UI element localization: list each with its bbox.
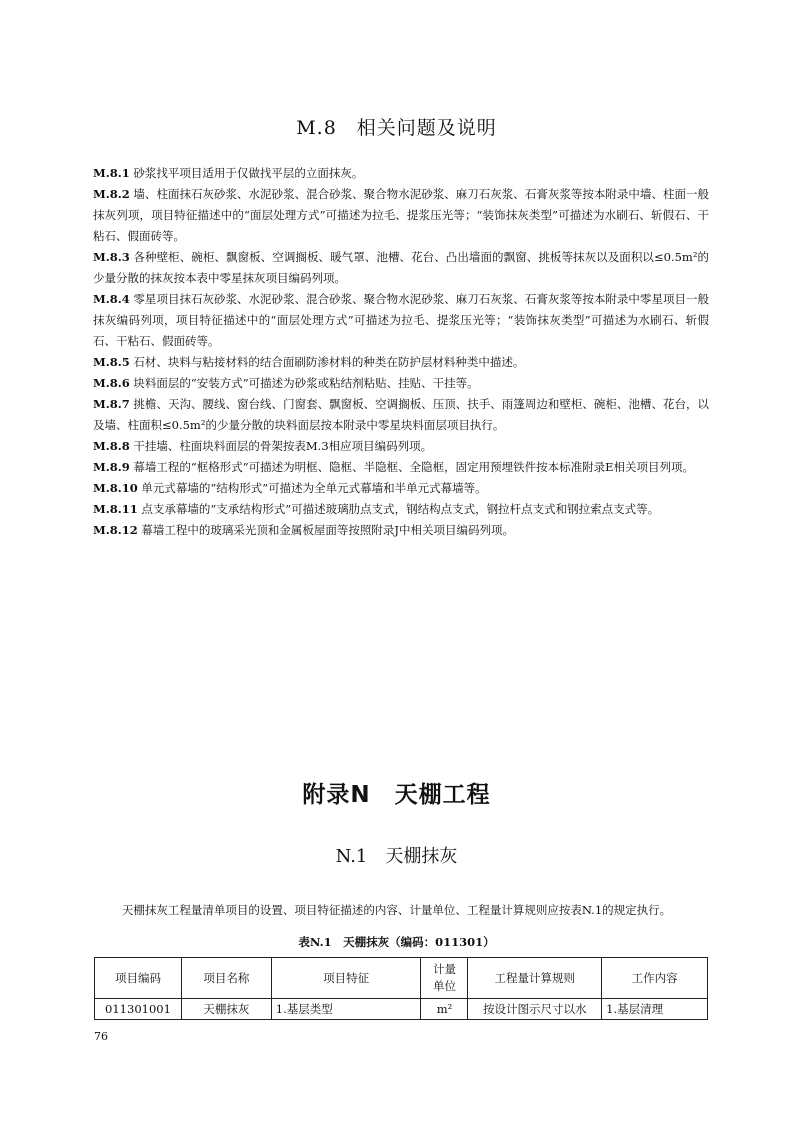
note-number: M.8.8 [93, 439, 130, 453]
note-text: 石材、块料与粘接材料的结合面刷防渗材料的种类在防护层材料种类中描述。 [129, 355, 525, 369]
note-text: 各种壁柜、碗柜、飘窗板、空调搁板、暖气罩、池槽、花台、凸出墙面的飘窗、挑板等抹灰以及面积以≤0.5m²的少量分散的抹灰按本表中零星抹灰项目编码列项。 [93, 250, 709, 285]
table-row [95, 999, 708, 1020]
note-number: M.8.12 [93, 523, 138, 537]
page-number: 76 [94, 1030, 108, 1043]
table-header-row [95, 958, 708, 999]
table-cell: 011301001 [95, 999, 182, 1020]
intro-text: 天棚抹灰工程量清单项目的设置、项目特征描述的内容、计量单位、工程量计算规则应按表N.1的规定执行。 [121, 903, 672, 917]
note-text: 挑檐、天沟、腰线、窗台线、门窗套、飘窗板、空调搁板、压顶、扶手、雨篷周边和壁柜、碗柜、池槽、花台，以及墙、柱面积≤0.5m²的少量分散的块料面层按本附录中零星块料面层项目执行。 [93, 397, 709, 432]
note-item [93, 373, 709, 394]
note-item [93, 499, 709, 520]
note-number: M.8.4 [93, 292, 130, 306]
table-cell: 天棚抹灰 [181, 999, 271, 1020]
note-text: 干挂墙、柱面块料面层的骨架按表M.3相应项目编码列项。 [129, 439, 433, 453]
note-number: M.8.6 [93, 376, 130, 390]
note-number: M.8.1 [93, 166, 130, 180]
subsection-title: N.1 天棚抹灰 [335, 846, 458, 867]
note-item [93, 394, 709, 436]
note-number: M.8.7 [93, 397, 130, 411]
note-item [93, 520, 709, 541]
note-number: M.8.11 [93, 502, 138, 516]
note-number: M.8.2 [93, 187, 130, 201]
note-number: M.8.5 [93, 355, 130, 369]
note-item [93, 436, 709, 457]
note-item [93, 478, 709, 499]
note-text: 块料面层的“安装方式”可描述为砂浆或粘结剂粘贴、挂贴、干挂等。 [129, 376, 479, 390]
table-cell: 按设计图示尺寸以水 [468, 999, 602, 1020]
note-item [93, 163, 709, 184]
notes-list [93, 163, 709, 541]
note-item [93, 247, 709, 289]
note-text: 幕墙工程的“框格形式”可描述为明框、隐框、半隐框、全隐框，固定用预埋铁件按本标准附录E相关项目列项。 [129, 460, 695, 474]
note-item [93, 352, 709, 373]
note-item [93, 184, 709, 247]
note-text: 零星项目抹石灰砂浆、水泥砂浆、混合砂浆、聚合物水泥砂浆、麻刀石灰浆、石膏灰浆等按本附录中零星项目一般抹灰编码列项，项目特征描述中的“面层处理方式”可描述为拉毛、提浆压光等；“装饰抹灰类型”可描述为水刷石、斩假石、干粘石、假面砖等。 [93, 292, 709, 348]
note-text: 砂浆找平项目适用于仅做找平层的立面抹灰。 [129, 166, 364, 180]
header-cell: 工程量计算规则 [468, 958, 602, 999]
header-cell: 计量 单位 [421, 958, 468, 999]
table-cell: m² [421, 999, 468, 1020]
note-item [93, 457, 709, 478]
table-caption: 表N.1 天棚抹灰（编码：011301） [298, 935, 495, 949]
note-text: 单元式幕墙的“结构形式”可描述为全单元式幕墙和半单元式幕墙等。 [137, 481, 487, 495]
note-item [93, 289, 709, 352]
header-cell: 项目名称 [181, 958, 271, 999]
note-number: M.8.9 [93, 460, 130, 474]
table-cell: 1.基层清理 [602, 999, 708, 1020]
table-cell: 1.基层类型 [271, 999, 421, 1020]
section-title: M.8 相关问题及说明 [296, 117, 497, 139]
appendix-title: 附录N 天棚工程 [302, 782, 491, 808]
header-cell: 工作内容 [602, 958, 708, 999]
header-cell: 项目编码 [95, 958, 182, 999]
note-number: M.8.10 [93, 481, 138, 495]
note-number: M.8.3 [93, 250, 130, 264]
note-text: 点支承幕墙的“支承结构形式”可描述玻璃肋点支式，钢结构点支式，钢拉杆点支式和钢拉索点支式等。 [137, 502, 660, 516]
header-cell: 项目特征 [271, 958, 421, 999]
note-text: 墙、柱面抹石灰砂浆、水泥砂浆、混合砂浆、聚合物水泥砂浆、麻刀石灰浆、石膏灰浆等按本附录中墙、柱面一般抹灰列项，项目特征描述中的“面层处理方式”可描述为拉毛、提浆压光等；“装饰抹灰类型”可描述为水刷石、斩假石、干粘石、假面砖等。 [93, 187, 709, 243]
note-text: 幕墙工程中的玻璃采光顶和金属板屋面等按照附录J中相关项目编码列项。 [137, 523, 515, 537]
spec-table [94, 957, 708, 1020]
